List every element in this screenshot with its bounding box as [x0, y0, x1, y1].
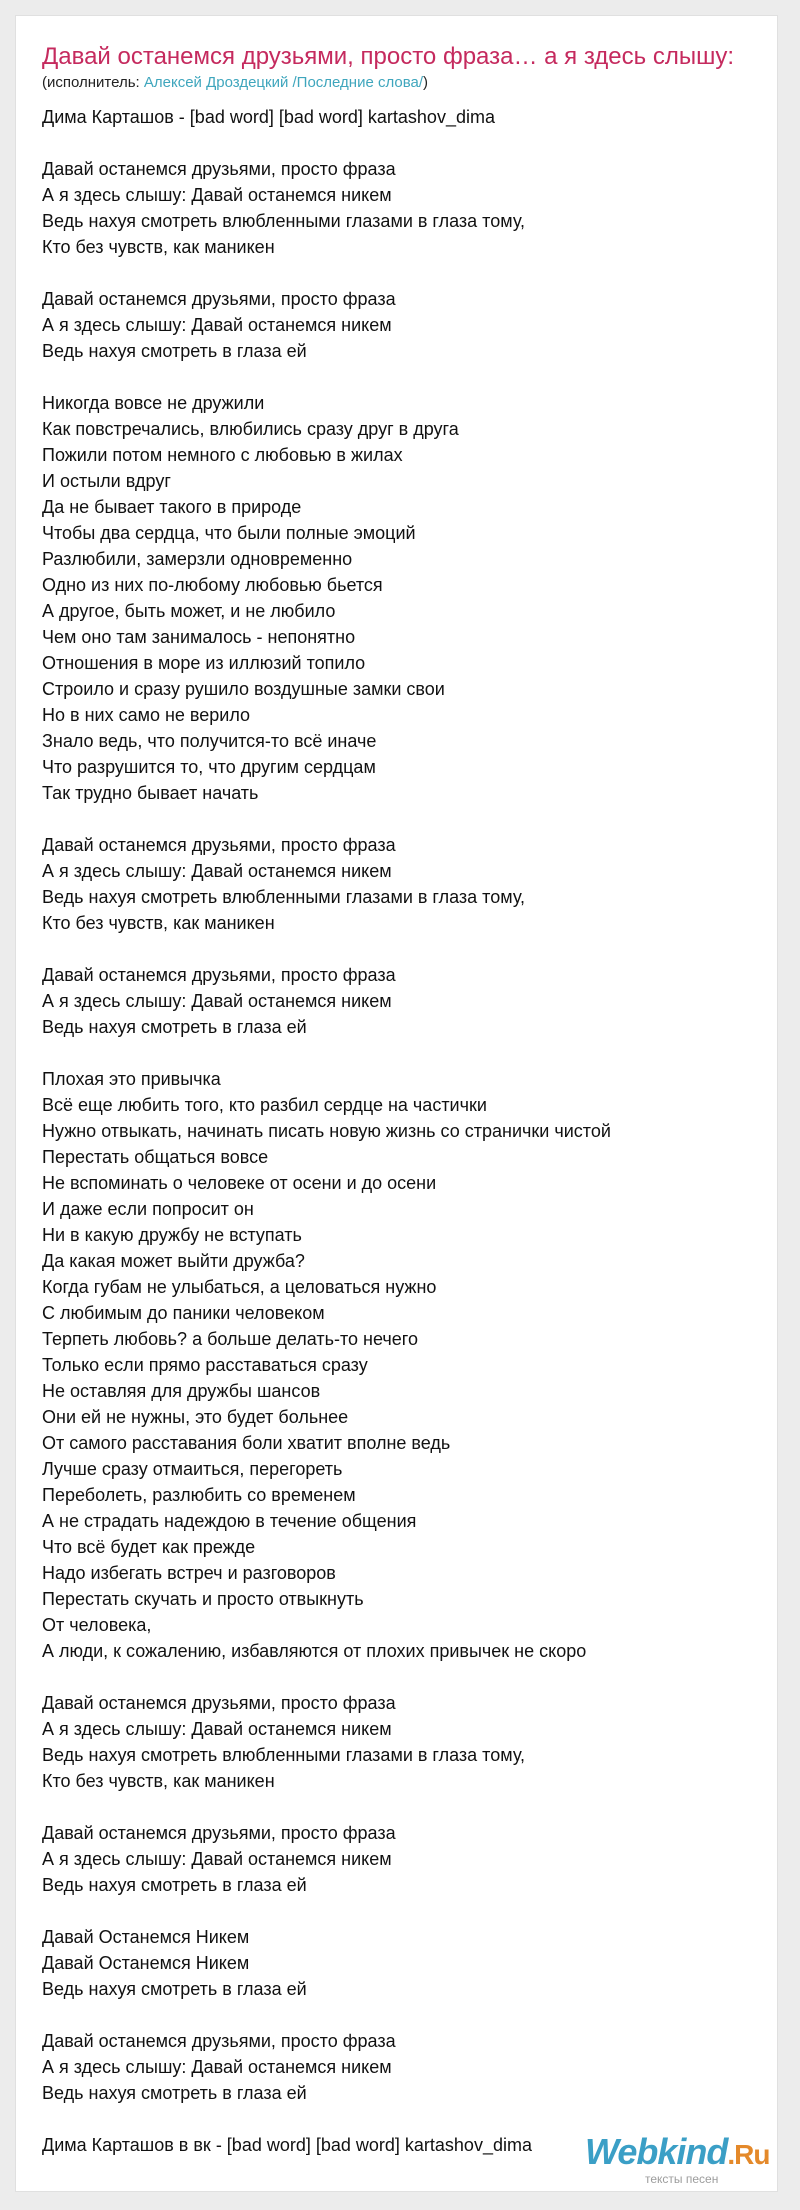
lyric-line: А я здесь слышу: Давай останемся никем [42, 315, 392, 335]
stanza-gap [42, 1664, 762, 1690]
stanza-gap [42, 2106, 762, 2132]
stanza-gap [42, 364, 762, 390]
lyric-line: И даже если попросит он [42, 1199, 254, 1219]
lyric-line: И остыли вдруг [42, 471, 171, 491]
lyric-line: Разлюбили, замерзли одновременно [42, 549, 353, 569]
lyric-line: От человека, [42, 1615, 152, 1635]
lyric-line: Они ей не нужны, это будет больнее [42, 1407, 349, 1427]
lyric-line: Да не бывает такого в природе [42, 497, 302, 517]
artist-link[interactable]: Алексей Дроздецкий /Последние слова/ [143, 74, 424, 91]
lyric-line: Ведь нахуя смотреть влюбленными глазами в глаза тому, [42, 1745, 526, 1765]
lyric-line: Да какая может выйти дружба? [42, 1251, 305, 1271]
lyric-line: Как повстречались, влюбились сразу друг в друга [42, 419, 459, 439]
lyric-line: Когда губам не улыбаться, а целоваться нужно [42, 1277, 437, 1297]
lyric-line: Всё еще любить того, кто разбил сердце на частички [42, 1095, 487, 1115]
lyric-line: Ни в какую дружбу не вступать [42, 1225, 302, 1245]
logo-tagline: тексты песен [645, 2172, 719, 2186]
site-logo[interactable] [585, 2132, 775, 2187]
lyric-line: Отношения в море из иллюзий топило [42, 653, 366, 673]
lyric-line: А я здесь слышу: Давай останемся никем [42, 1849, 392, 1869]
lyric-line: А я здесь слышу: Давай останемся никем [42, 1719, 392, 1739]
stanza-gap [42, 1794, 762, 1820]
lyric-line: Ведь нахуя смотреть в глаза ей [42, 2083, 307, 2103]
lyric-line: Давай останемся друзьями, просто фраза [42, 1693, 396, 1713]
lyric-line: Давай останемся друзьями, просто фраза [42, 159, 396, 179]
lyric-line: Лучше сразу отмаиться, перегореть [42, 1459, 343, 1479]
lyric-line: Никогда вовсе не дружили [42, 393, 265, 413]
lyric-line: Знало ведь, что получится-то всё иначе [42, 731, 377, 751]
lyric-line: Кто без чувств, как маникен [42, 913, 275, 933]
lyric-line: Давай останемся друзьями, просто фраза [42, 289, 396, 309]
stanza-gap [42, 130, 762, 156]
lyric-line: Перестать общаться вовсе [42, 1147, 269, 1167]
lyric-line: Давай Останемся Никем [42, 1953, 250, 1973]
lyric-line: Одно из них по-любому любовью бьется [42, 575, 383, 595]
lyric-line: Чтобы два сердца, что были полные эмоций [42, 523, 416, 543]
lyric-line: Строило и сразу рушило воздушные замки свои [42, 679, 445, 699]
stanza-gap [42, 1040, 762, 1066]
lyric-line: Только если прямо расставаться сразу [42, 1355, 368, 1375]
stanza-gap [42, 936, 762, 962]
stanza-gap [42, 260, 762, 286]
lyric-line: Ведь нахуя смотреть в глаза ей [42, 341, 307, 361]
lyric-line: Что всё будет как прежде [42, 1537, 256, 1557]
lyric-line: Не вспоминать о человеке от осени и до осени [42, 1173, 437, 1193]
page-title: Давай останемся друзьями, просто фраза… а я здесь слышу: [42, 43, 734, 70]
logo-name: Webkind [585, 2131, 728, 2172]
lyric-line: Ведь нахуя смотреть в глаза ей [42, 1875, 307, 1895]
lyric-line: От самого расставания боли хватит вполне ведь [42, 1433, 451, 1453]
lyric-line: Пожили потом немного с любовью в жилах [42, 445, 403, 465]
lyric-line: Плохая это привычка [42, 1069, 221, 1089]
artist-suffix: ) [423, 74, 429, 91]
lyric-line: Так трудно бывает начать [42, 783, 259, 803]
lyric-line: А не страдать надеждою в течение общения [42, 1511, 417, 1531]
stanza-gap [42, 806, 762, 832]
lyric-line: Давай Останемся Никем [42, 1927, 250, 1947]
lyric-line: Надо избегать встреч и разговоров [42, 1563, 336, 1583]
lyric-line: Ведь нахуя смотреть влюбленными глазами в глаза тому, [42, 887, 526, 907]
lyric-line: А я здесь слышу: Давай останемся никем [42, 185, 392, 205]
stanza-gap [42, 2002, 762, 2028]
logo-domain: .Ru [727, 2139, 770, 2170]
lyric-line: А я здесь слышу: Давай останемся никем [42, 991, 392, 1011]
lyric-line: Давай останемся друзьями, просто фраза [42, 835, 396, 855]
lyric-line: А другое, быть может, и не любило [42, 601, 336, 621]
lyric-line: А люди, к сожалению, избавляются от плохих привычек не скоро [42, 1641, 587, 1661]
lyric-line: Но в них само не верило [42, 705, 251, 725]
lyric-line: Что разрушится то, что другим сердцам [42, 757, 376, 777]
lyric-line: С любимым до паники человеком [42, 1303, 325, 1323]
lyric-line: Переболеть, разлюбить со временем [42, 1485, 356, 1505]
lyric-line: Ведь нахуя смотреть в глаза ей [42, 1979, 307, 1999]
lyric-line: Дима Карташов - [bad word] [bad word] kartashov_dima [42, 107, 495, 127]
lyric-line: Ведь нахуя смотреть в глаза ей [42, 1017, 307, 1037]
artist-prefix: (исполнитель: [42, 74, 144, 91]
lyric-line: Дима Карташов в вк - [bad word] [bad word] kartashov_dima [42, 2135, 532, 2155]
logo-wordmark [585, 2132, 769, 2175]
lyric-line: Кто без чувств, как маникен [42, 1771, 275, 1791]
lyric-line: Давай останемся друзьями, просто фраза [42, 965, 396, 985]
stanza-gap [42, 1898, 762, 1924]
lyrics-body [42, 104, 762, 2158]
lyric-line: Давай останемся друзьями, просто фраза [42, 1823, 396, 1843]
artist-line [42, 73, 428, 93]
lyric-line: Чем оно там занималось - непонятно [42, 627, 356, 647]
lyric-line: А я здесь слышу: Давай останемся никем [42, 2057, 392, 2077]
lyric-line: Давай останемся друзьями, просто фраза [42, 2031, 396, 2051]
lyric-line: Ведь нахуя смотреть влюбленными глазами в глаза тому, [42, 211, 526, 231]
lyric-line: Перестать скучать и просто отвыкнуть [42, 1589, 364, 1609]
lyric-line: Нужно отвыкать, начинать писать новую жизнь со странички чистой [42, 1121, 611, 1141]
lyric-line: А я здесь слышу: Давай останемся никем [42, 861, 392, 881]
lyric-line: Кто без чувств, как маникен [42, 237, 275, 257]
lyric-line: Терпеть любовь? а больше делать-то нечего [42, 1329, 418, 1349]
lyric-line: Не оставляя для дружбы шансов [42, 1381, 321, 1401]
